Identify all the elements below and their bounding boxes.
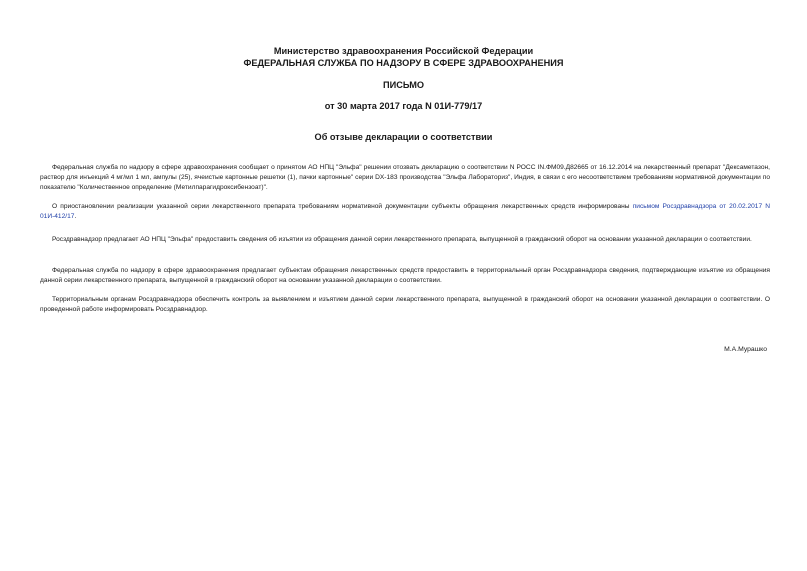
document-header (0, 46, 807, 69)
paragraph-4: Федеральная служба по надзору в сфере здравоохранения предлагает субъектам обращения лекарственных средств предоставить в территориальный орган Росздравнадзора сведения, подтверждающие изъятие из обращения данной серии лекарственного препарата, выпущенной в гражданский оборот на основании указанной декларации о соответствии. (40, 267, 770, 285)
ministry-name: Министерство здравоохранения Российской Федерации (273, 46, 534, 56)
paragraph-2-text-before: О приостановлении реализации указанной серии лекарственного препарата требованиям нормативной документации субъекты обращения лекарственных средств информированы (52, 203, 633, 210)
paragraph-2 (40, 202, 770, 222)
paragraph-3: Росздравнадзор предлагает АО НПЦ "Эльфа" предоставить сведения об изъятии из обращения данной серии лекарственного препарата, выпущенной в гражданский оборот на основании указанной декларации о соответствии. (52, 236, 752, 243)
document-type: ПИСЬМО (382, 80, 425, 90)
paragraph-2-text-after: . (74, 213, 77, 221)
signature: М.А.Мурашко (724, 346, 767, 353)
paragraph-1: Федеральная служба по надзору в сфере здравоохранения сообщает о принятом АО НПЦ "Эльфа" решении отозвать декларацию о соответствии N РОСС IN.ФМ09.Д82665 от 16.12.2014 на лекарственный препарат "Дексаметазон, раствор для инъекций 4 мг/мл 1 мл, ампулы (25), ячеистые картонные решетки (1), пачки картонные" серии DX-183 производства "Эльфа Лабораториз", Индия, в связи с его несоответствием требованиям нормативной документации по показателю "Количественное определение (Метилпарагидроксибензоат)". (40, 164, 770, 192)
paragraph-5: Территориальным органам Росздравнадзора обеспечить контроль за выявлением и изъятием данной серии лекарственного препарата, выпущенной в гражданский оборот на основании указанной декларации о соответствии. О проведенной работе информировать Росздравнадзор. (40, 296, 770, 314)
document-subject: Об отзыве декларации о соответствии (314, 132, 493, 142)
service-name: ФЕДЕРАЛЬНАЯ СЛУЖБА ПО НАДЗОРУ В СФЕРЕ ЗДРАВООХРАНЕНИЯ (243, 57, 564, 68)
document-date-number: от 30 марта 2017 года N 01И-779/17 (324, 101, 483, 111)
reference-link[interactable]: письмом Росздравнадзора от 20.02.2017 N 01И-412/17 (40, 203, 771, 221)
